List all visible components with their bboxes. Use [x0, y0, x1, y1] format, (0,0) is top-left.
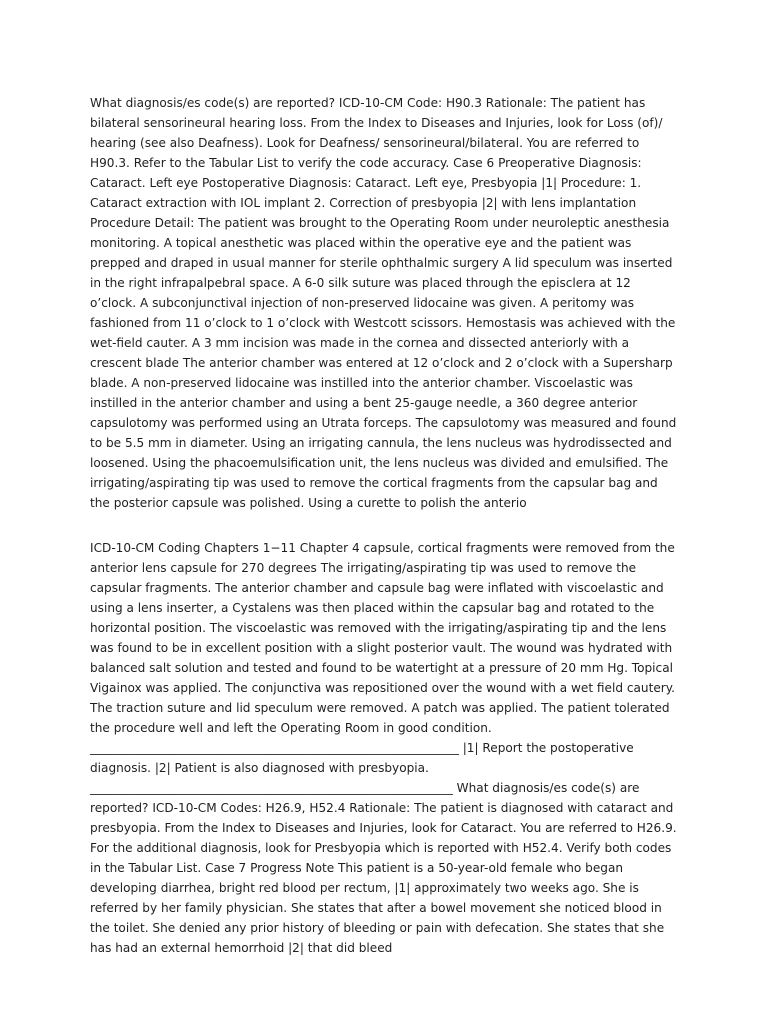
paragraph-case-6: What diagnosis/es code(s) are reported? ICD-10-CM Code: H90.3 Rationale: The patient has bilateral sensorineural hearing loss. From the Index to Diseases and Injuries, look for Loss (of)/ hearing (see also Deafness). Look for Deafness/ sensorineural/bilateral. You are referred to H90.3. Refer to the Tabular List to verify the code accuracy. Case 6 Preoperative Diagnosis: Cataract. Left eye Postoperative Diagnosis: Cataract. Left eye, Presbyopia |1| Procedure: 1. Cataract extraction with IOL implant 2. Correction of presbyopia |2| with lens implantation Procedure Detail: The patient was brought to the Operating Room under neuroleptic anesthesia monitoring. A topical anesthetic was placed within the operative eye and the patient was prepped and draped in usual manner for sterile ophthalmic surgery A lid speculum was inserted in the right infrapalpebral space. A 6-0 silk suture was placed through the episclera at 12 o’clock. A subconjunctival injection of non-preserved lidocaine was given. A peritomy was fashioned from 11 o’clock to 1 o’clock with Westcott scissors. Hemostasis was achieved with the wet-field cauter. A 3 mm incision was made in the cornea and dissected anteriorly with a crescent blade The anterior chamber was entered at 12 o’clock and 2 o’clock with a Supersharp blade. A non-preserved lidocaine was instilled into the anterior chamber. Viscoelastic was instilled in the anterior chamber and using a bent 25-gauge needle, a 360 degree anterior capsulotomy was performed using an Utrata forceps. The capsulotomy was measured and found to be 5.5 mm in diameter. Using an irrigating cannula, the lens nucleus was hydrodissected and loosened. Using the phacoemulsification unit, the lens nucleus was divided and emulsified. The irrigating/aspirating tip was used to remove the cortical fragments from the capsular bag and the posterior capsule was polished. Using a curette to polish the anterio	[90, 96, 677, 510]
paragraph-case-7: ICD-10-CM Coding Chapters 1−11 Chapter 4 capsule, cortical fragments were removed from the anterior lens capsule for 270 degrees The irrigating/aspirating tip was used to remove the capsular fragments. The anterior chamber and capsule bag were inflated with viscoelastic and using a lens inserter, a Cystalens was then placed within the capsular bag and rotated to the horizontal position. The viscoelastic was removed with the irrigating/aspirating tip and the lens was found to be in excellent position with a slight posterior vault. The wound was hydrated with balanced salt solution and tested and found to be watertight at a pressure of 20 mm Hg. Topical Vigainox was applied. The conjunctiva was repositioned over the wound with a wet field cautery. The traction suture and lid speculum were removed. A patch was applied. The patient tolerated the procedure well and left the Operating Room in good condition. _____________________________________________________________ |1| Report the postoperative diagnosis. |2| Patient is also diagnosed with presbyopia. ____________________________________________________________ What diagnosis/es code(s) are reported? ICD-10-CM Codes: H26.9, H52.4 Rationale: The patient is diagnosed with cataract and presbyopia. From the Index to Diseases and Injuries, look for Cataract. You are referred to H26.9. For the additional diagnosis, look for Presbyopia which is reported with H52.4. Verify both codes in the Tabular List. Case 7 Progress Note This patient is a 50-year-old female who began developing diarrhea, bright red blood per rectum, |1| approximately two weeks ago. She is referred by her family physician. She states that after a bowel movement she noticed blood in the toilet. She denied any prior history of bleeding or pain with defecation. She states that she has had an external hemorrhoid |2| that did bleed	[90, 541, 677, 955]
